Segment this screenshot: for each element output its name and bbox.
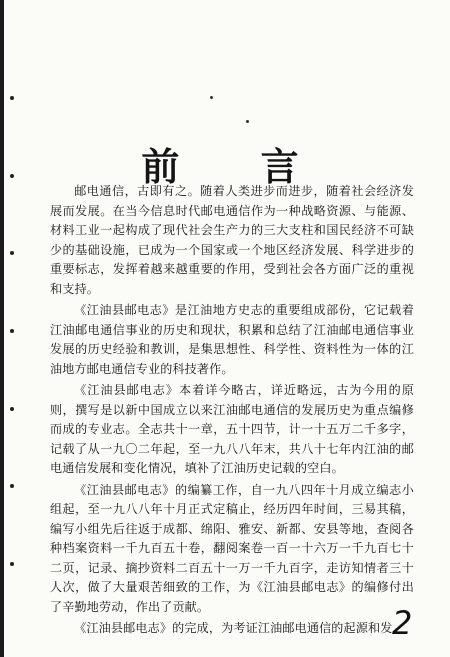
paragraph-2: 《江油县邮电志》是江油地方史志的重要组成部份，它记载着江油邮电通信事业的历史和现状，积累和总结了江油邮电通信事业发展的历史经验和教训，是集思想性、科学性、资料性为一体的江油地方邮电通信专业的科技著作。: [50, 303, 414, 376]
body-text: [50, 182, 414, 639]
scan-left-edge: [0, 0, 4, 657]
paragraph-1: 邮电通信，古即有之。随着人类进步而进步，随着社会经济发展而发展。在当今信息时代邮电通信作为一种战略资源、与能源、材料工业一起构成了现代社会生产力的三大支柱和国民经济不可缺少的基础设施，已成为一个国家或一个地区经济发展、科学进步的重要标志，发挥着越来越重要的作用，受到社会各方面广泛的重视和支持。: [50, 184, 414, 296]
scan-speck: [246, 120, 249, 123]
scan-speck: [210, 96, 213, 99]
paragraph-5: 《江油县邮电志》的完成，为考证江油邮电通信的起源和发: [74, 621, 393, 635]
page-title: 前 言: [141, 144, 333, 189]
paragraph-4: 《江油县邮电志》的编纂工作，自一九八四年十月成立编志小组起，至一九八八年十月正式定稿止，经历四年时间，三易其稿，编写小组先后往返于成都、绵阳、雅安、新都、安县等地，查阅各种档案资料一千九百五十卷，翻阅案卷一百一十六万一千九百七十二页，记录、摘抄资料二百五十一万一千九百字，走访知情者三十人次，做了大量艰苦细致的工作，为《江油县邮电志》的编修付出了辛勤地劳动，作出了贡献。: [50, 482, 414, 614]
page-number: 2: [392, 604, 413, 642]
paragraph-3: 《江油县邮电志》本着详今略古，详近略远，古为今用的原则，撰写是以新中国成立以来江油邮电通信的发展历史为重点编修而成的专业志。全志共十一章，五十四节，计一十五万二千多字，记载了从一九〇二年起，至一九八八年末，共八十七年内江油的邮电通信发展和变化情况，填补了江油历史记载的空白。: [50, 383, 414, 475]
